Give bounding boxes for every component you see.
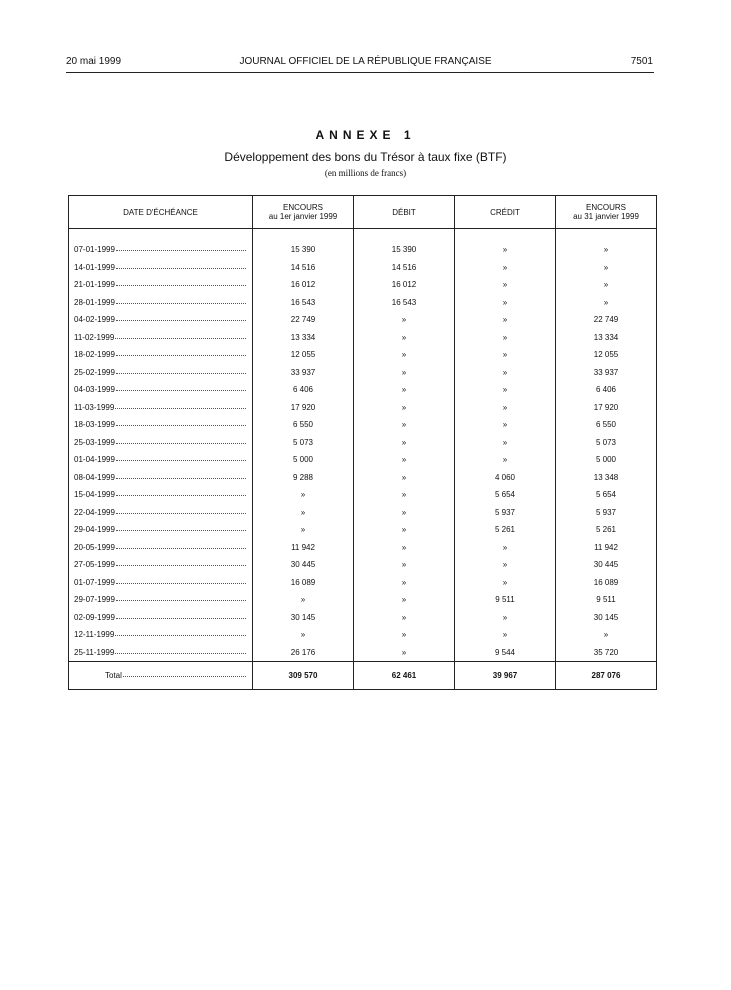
table-cell-value: » <box>354 381 455 399</box>
table-cell-value: » <box>354 346 455 364</box>
table-cell-value: » <box>354 556 455 574</box>
table-cell-value: » <box>253 591 354 609</box>
table-cell-value: » <box>354 469 455 487</box>
table-row <box>69 259 657 277</box>
table-row <box>69 539 657 557</box>
table-cell-value: » <box>556 294 657 312</box>
table-cell-value: 287 076 <box>556 662 657 690</box>
table-cell-value: 5 654 <box>455 486 556 504</box>
table-cell-value: 26 176 <box>253 644 354 662</box>
table-cell-value: » <box>354 311 455 329</box>
table-cell-value: 16 543 <box>354 294 455 312</box>
table-header-row <box>69 196 657 229</box>
table-cell-label <box>69 486 253 504</box>
dot-leader <box>116 565 246 566</box>
row-label: Total <box>105 671 122 680</box>
table-cell-value: 5 073 <box>556 434 657 452</box>
table-row <box>69 556 657 574</box>
table-cell-value: 30 145 <box>556 609 657 627</box>
header-date: 20 mai 1999 <box>66 56 122 67</box>
table-cell-value: 15 390 <box>354 241 455 259</box>
col-header-encours-start: ENCOURS au 1er janvier 1999 <box>253 196 354 229</box>
dot-leader <box>116 285 246 286</box>
table-cell-value: 14 516 <box>253 259 354 277</box>
table-cell-value: » <box>556 276 657 294</box>
table-cell-label <box>69 399 253 417</box>
table-total-row <box>69 662 657 690</box>
table-cell-value: » <box>455 556 556 574</box>
table-cell-value: 30 145 <box>253 609 354 627</box>
table-cell-value: » <box>455 626 556 644</box>
table-cell-value: » <box>455 574 556 592</box>
row-label: 25-11-1999 <box>74 647 115 657</box>
table-cell-value: 5 937 <box>455 504 556 522</box>
row-label: 11-03-1999 <box>74 402 115 412</box>
header-rule <box>66 72 654 73</box>
table-cell-label <box>69 504 253 522</box>
table-cell-label <box>69 416 253 434</box>
dot-leader <box>116 303 246 304</box>
table-cell-value: » <box>354 434 455 452</box>
table-cell-value: » <box>253 504 354 522</box>
table-cell-label <box>69 644 253 662</box>
row-label: 12-11-1999 <box>74 630 115 640</box>
table-cell-value: 17 920 <box>253 399 354 417</box>
table-cell-value: » <box>556 241 657 259</box>
table-cell-label <box>69 626 253 644</box>
table-cell-label <box>69 609 253 627</box>
table-spacer-row <box>69 229 657 242</box>
table-cell-label <box>69 521 253 539</box>
table-cell-label <box>69 346 253 364</box>
table-row <box>69 399 657 417</box>
table-cell-value: 9 511 <box>455 591 556 609</box>
table-row <box>69 609 657 627</box>
table-cell-value: 16 012 <box>253 276 354 294</box>
row-label: 29-07-1999 <box>74 595 115 605</box>
table-cell-value: 309 570 <box>253 662 354 690</box>
btf-table <box>68 195 657 690</box>
table-cell-value: » <box>354 644 455 662</box>
table-cell-label <box>69 556 253 574</box>
table-row <box>69 521 657 539</box>
table-cell-value: 9 511 <box>556 591 657 609</box>
table-cell-value: 22 749 <box>253 311 354 329</box>
table-cell-value: » <box>455 381 556 399</box>
row-label: 27-05-1999 <box>74 560 115 570</box>
table-cell-label <box>69 591 253 609</box>
header-page-number: 7501 <box>630 56 653 67</box>
table-cell-value: » <box>455 399 556 417</box>
table-cell-value: 5 000 <box>556 451 657 469</box>
table-cell-value: 6 406 <box>253 381 354 399</box>
dot-leader <box>116 390 246 391</box>
table-cell-value: » <box>354 399 455 417</box>
table-cell-value: » <box>455 451 556 469</box>
table-cell-value: » <box>455 311 556 329</box>
table-cell-value: » <box>354 486 455 504</box>
table-cell-value: 16 089 <box>556 574 657 592</box>
row-label: 20-05-1999 <box>74 542 115 552</box>
table-row <box>69 469 657 487</box>
row-label: 21-01-1999 <box>74 280 115 290</box>
table-row <box>69 364 657 382</box>
table-cell-label <box>69 294 253 312</box>
row-label: 02-09-1999 <box>74 612 115 622</box>
table-row <box>69 311 657 329</box>
dot-leader <box>116 600 246 601</box>
table-row <box>69 504 657 522</box>
dot-leader <box>116 460 246 461</box>
table-cell-value: » <box>354 521 455 539</box>
table-cell-value: 17 920 <box>556 399 657 417</box>
table-cell-value: 6 550 <box>253 416 354 434</box>
dot-leader <box>116 268 246 269</box>
row-label: 04-02-1999 <box>74 315 115 325</box>
table-cell-value: » <box>455 346 556 364</box>
col-header-date: DATE D'ÉCHÉANCE <box>69 196 253 229</box>
table-cell-value: » <box>354 539 455 557</box>
table-cell-value: 22 749 <box>556 311 657 329</box>
dot-leader <box>116 250 246 251</box>
table-cell-value: » <box>354 451 455 469</box>
table-cell-value: 9 544 <box>455 644 556 662</box>
table-cell-value: 5 073 <box>253 434 354 452</box>
table-cell-value: 12 055 <box>556 346 657 364</box>
unit-note: (en millions de francs) <box>324 168 407 178</box>
table-cell-value: 16 543 <box>253 294 354 312</box>
table-cell-label <box>69 539 253 557</box>
table-cell-value: » <box>455 259 556 277</box>
table-cell-value: 35 720 <box>556 644 657 662</box>
table-cell-value: 33 937 <box>253 364 354 382</box>
row-label: 11-02-1999 <box>74 332 115 342</box>
table-row <box>69 434 657 452</box>
table-cell-value: 5 261 <box>556 521 657 539</box>
dot-leader <box>116 425 246 426</box>
dot-leader <box>116 513 246 514</box>
table-cell-value: 6 406 <box>556 381 657 399</box>
table-cell-label <box>69 662 253 690</box>
row-label: 08-04-1999 <box>74 472 115 482</box>
table-cell-value: » <box>354 626 455 644</box>
col-header-encours-end: ENCOURS au 31 janvier 1999 <box>556 196 657 229</box>
row-label: 15-04-1999 <box>74 490 115 500</box>
table-cell-value: 12 055 <box>253 346 354 364</box>
table-cell-value: 14 516 <box>354 259 455 277</box>
dot-leader <box>116 583 246 584</box>
table-cell-label <box>69 381 253 399</box>
table-cell-label <box>69 434 253 452</box>
table-cell-value: 13 334 <box>556 329 657 347</box>
col-header-credit: CRÉDIT <box>455 196 556 229</box>
table-cell-value: 9 288 <box>253 469 354 487</box>
table-cell-label <box>69 469 253 487</box>
table-cell-value: 16 089 <box>253 574 354 592</box>
row-label: 14-01-1999 <box>74 262 115 272</box>
dot-leader <box>116 373 246 374</box>
table-cell-value: 39 967 <box>455 662 556 690</box>
table-cell-value: 16 012 <box>354 276 455 294</box>
dot-leader <box>123 676 246 677</box>
dot-leader <box>116 478 246 479</box>
row-label: 25-02-1999 <box>74 367 115 377</box>
table-row <box>69 574 657 592</box>
table-cell-value: 5 654 <box>556 486 657 504</box>
row-label: 25-03-1999 <box>74 437 115 447</box>
table-cell-value: » <box>354 364 455 382</box>
table-cell-value: 30 445 <box>556 556 657 574</box>
table-cell-value: 33 937 <box>556 364 657 382</box>
table-cell-value: » <box>354 329 455 347</box>
annexe-title: ANNEXE 1 <box>315 128 416 142</box>
table-cell-label <box>69 259 253 277</box>
row-label: 18-02-1999 <box>74 350 115 360</box>
row-label: 07-01-1999 <box>74 245 115 255</box>
table-row <box>69 626 657 644</box>
table-cell-value: » <box>455 364 556 382</box>
table-row <box>69 486 657 504</box>
table-row <box>69 346 657 364</box>
table-cell-value: 11 942 <box>253 539 354 557</box>
table-cell-value: » <box>455 276 556 294</box>
table-cell-value: » <box>354 504 455 522</box>
dot-leader <box>116 355 246 356</box>
header-journal-title: JOURNAL OFFICIEL DE LA RÉPUBLIQUE FRANÇAISE <box>239 56 492 67</box>
table-cell-value: » <box>455 329 556 347</box>
table-cell-value: » <box>556 259 657 277</box>
table-cell-value: 5 000 <box>253 451 354 469</box>
table-cell-value: » <box>253 486 354 504</box>
table-cell-value: 62 461 <box>354 662 455 690</box>
table-cell-value: 15 390 <box>253 241 354 259</box>
table-cell-value: » <box>253 626 354 644</box>
table-cell-value: » <box>455 416 556 434</box>
table-cell-value: 5 937 <box>556 504 657 522</box>
row-label: 29-04-1999 <box>74 525 115 535</box>
table-cell-value: 13 348 <box>556 469 657 487</box>
table-cell-label <box>69 329 253 347</box>
table-cell-value: » <box>455 241 556 259</box>
table-cell-value: » <box>253 521 354 539</box>
table-cell-value: 30 445 <box>253 556 354 574</box>
table-cell-value: » <box>354 574 455 592</box>
table-row <box>69 294 657 312</box>
document-subtitle: Développement des bons du Trésor à taux fixe (BTF) <box>224 150 507 164</box>
table-cell-label <box>69 364 253 382</box>
table-cell-label <box>69 276 253 294</box>
table-cell-label <box>69 451 253 469</box>
table-row <box>69 276 657 294</box>
dot-leader <box>115 338 246 339</box>
dot-leader <box>116 495 246 496</box>
table-cell-value: 6 550 <box>556 416 657 434</box>
dot-leader <box>116 548 246 549</box>
row-label: 01-07-1999 <box>74 577 115 587</box>
table-row <box>69 329 657 347</box>
table-cell-value: » <box>455 294 556 312</box>
dot-leader <box>116 320 246 321</box>
table-cell-value: 5 261 <box>455 521 556 539</box>
dot-leader <box>115 408 246 409</box>
dot-leader <box>116 443 246 444</box>
table-row <box>69 416 657 434</box>
dot-leader <box>116 618 246 619</box>
table-cell-label <box>69 574 253 592</box>
table-cell-label <box>69 311 253 329</box>
row-label: 28-01-1999 <box>74 297 115 307</box>
dot-leader <box>115 653 246 654</box>
row-label: 01-04-1999 <box>74 455 115 465</box>
dot-leader <box>116 530 246 531</box>
dot-leader <box>115 635 246 636</box>
row-label: 22-04-1999 <box>74 507 115 517</box>
table-cell-value: » <box>455 609 556 627</box>
table-row <box>69 381 657 399</box>
table-cell-value: » <box>354 609 455 627</box>
row-label: 18-03-1999 <box>74 420 115 430</box>
table-row <box>69 451 657 469</box>
table-cell-value: » <box>455 539 556 557</box>
table-cell-value: 13 334 <box>253 329 354 347</box>
table-row <box>69 644 657 662</box>
table-cell-value: » <box>354 416 455 434</box>
table-cell-value: » <box>556 626 657 644</box>
table-cell-value: » <box>455 434 556 452</box>
col-header-debit: DÉBIT <box>354 196 455 229</box>
table-cell-value: 11 942 <box>556 539 657 557</box>
table-cell-value: » <box>354 591 455 609</box>
table-row <box>69 241 657 259</box>
table-cell-label <box>69 241 253 259</box>
table-row <box>69 591 657 609</box>
row-label: 04-03-1999 <box>74 385 115 395</box>
table-cell-value: 4 060 <box>455 469 556 487</box>
